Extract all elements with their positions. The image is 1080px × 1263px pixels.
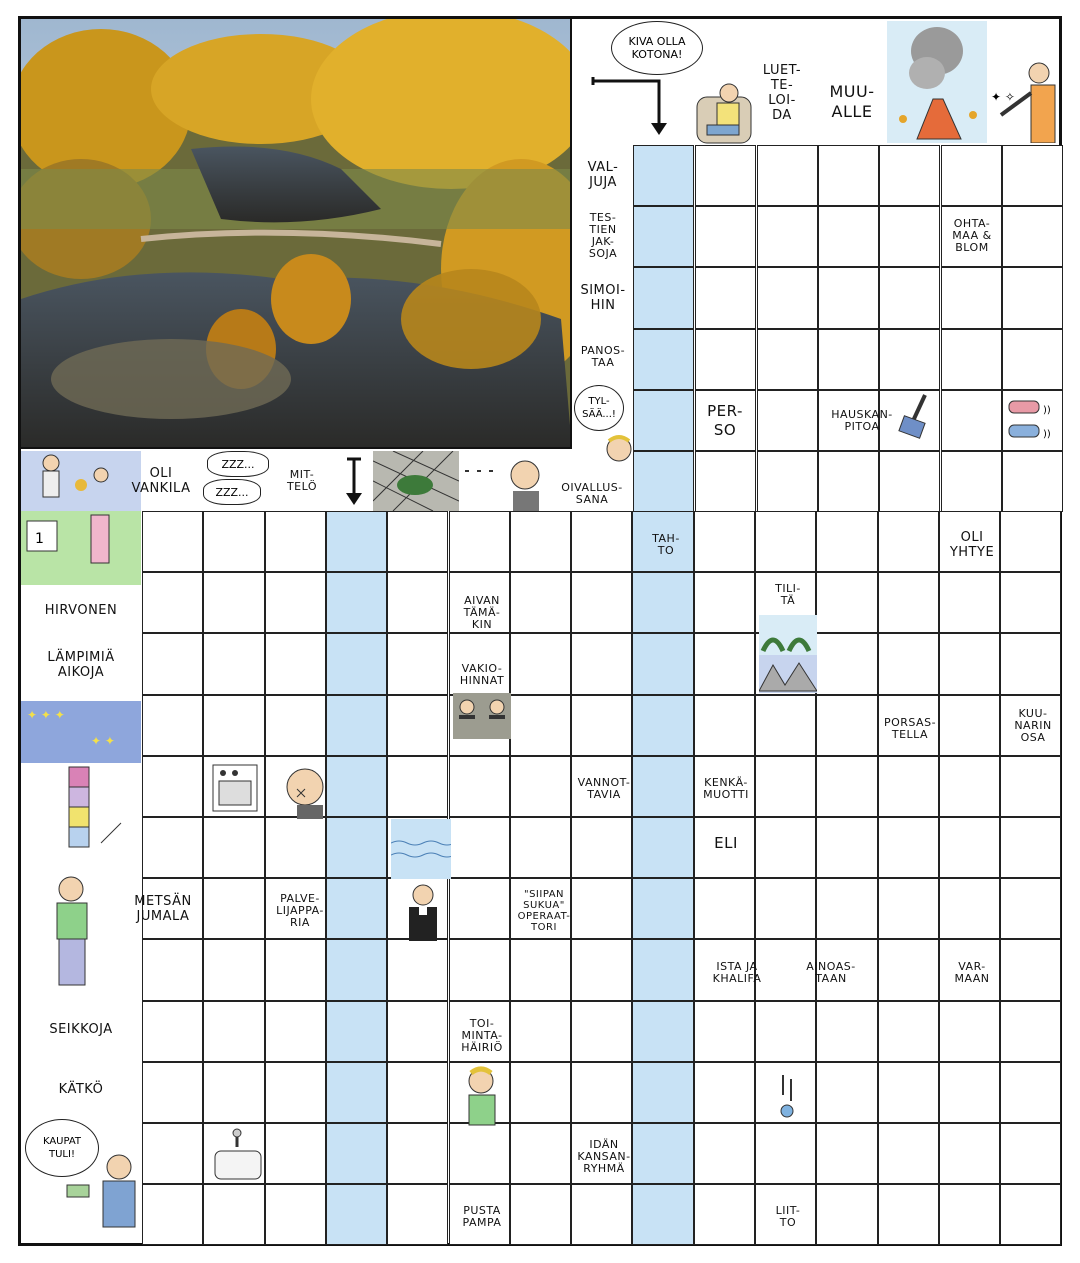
grid-cell[interactable] xyxy=(571,1062,632,1123)
clue-ainoastaan: AINOAS- TAAN xyxy=(806,960,856,985)
grid-cell[interactable] xyxy=(571,1001,632,1062)
grid-cell[interactable] xyxy=(510,695,571,756)
grid-cell[interactable] xyxy=(1000,633,1061,694)
grid-cell[interactable] xyxy=(265,572,326,633)
grid-cell[interactable] xyxy=(939,572,1000,633)
grid-cell[interactable] xyxy=(387,1001,448,1062)
grid-cell[interactable] xyxy=(387,1062,448,1123)
grid-cell[interactable] xyxy=(571,878,632,939)
grid-cell[interactable] xyxy=(203,633,264,694)
grid-cell[interactable] xyxy=(326,511,387,572)
grid-cell[interactable] xyxy=(203,939,264,1000)
grid-cell[interactable] xyxy=(387,633,448,694)
grid-cell[interactable] xyxy=(326,939,387,1000)
clue-idan-kansanryhma: IDÄN KANSAN- RYHMÄ xyxy=(577,1138,631,1175)
net-plant-icon xyxy=(373,451,459,511)
clue-oli-yhtye: OLI YHTYE xyxy=(949,530,995,560)
grid-cell[interactable] xyxy=(755,817,816,878)
grid-cell[interactable] xyxy=(1002,329,1063,390)
grid-cell[interactable] xyxy=(510,572,571,633)
grid-cell[interactable] xyxy=(1000,511,1061,572)
grid-cell[interactable] xyxy=(1000,817,1061,878)
grid-cell[interactable] xyxy=(694,572,755,633)
podium-winner-icon xyxy=(21,511,141,585)
grid-cell[interactable] xyxy=(449,817,510,878)
grid-cell[interactable] xyxy=(755,1001,816,1062)
grid-cell[interactable] xyxy=(1002,451,1063,512)
grid-cell[interactable] xyxy=(387,1123,448,1184)
grid-cell[interactable] xyxy=(142,695,203,756)
grid-cell[interactable] xyxy=(694,1062,755,1123)
grid-cell[interactable] xyxy=(632,1123,693,1184)
grid-cell[interactable] xyxy=(694,511,755,572)
grid-cell[interactable] xyxy=(755,695,816,756)
grid-cell[interactable] xyxy=(142,572,203,633)
grid-cell[interactable] xyxy=(695,206,756,267)
grid-cell[interactable] xyxy=(265,1123,326,1184)
grid-cell[interactable] xyxy=(571,572,632,633)
grid-cell[interactable] xyxy=(510,633,571,694)
grid-cell[interactable] xyxy=(265,939,326,1000)
grid-cell[interactable] xyxy=(632,695,693,756)
grid-cell[interactable] xyxy=(939,756,1000,817)
grid-cell[interactable] xyxy=(510,511,571,572)
grid-cell[interactable] xyxy=(326,572,387,633)
podium-number: 1 xyxy=(35,531,44,547)
grid-cell[interactable] xyxy=(203,572,264,633)
grid-cell[interactable] xyxy=(142,1123,203,1184)
grid-cell[interactable] xyxy=(633,329,694,390)
grid-cell[interactable] xyxy=(941,329,1002,390)
man-looking-icon xyxy=(461,451,551,511)
grid-cell[interactable] xyxy=(818,329,879,390)
grid-cell[interactable] xyxy=(142,817,203,878)
grid-cell[interactable] xyxy=(387,572,448,633)
grid-cell[interactable] xyxy=(265,1062,326,1123)
grid-cell[interactable] xyxy=(326,695,387,756)
grid-cell[interactable] xyxy=(941,451,1002,512)
grid-cell[interactable] xyxy=(816,756,877,817)
brush-icon xyxy=(895,393,935,443)
grid-cell[interactable] xyxy=(510,1123,571,1184)
grid-cell[interactable] xyxy=(816,817,877,878)
stacked-blocks-icon xyxy=(21,763,141,861)
svg-text:✦ ✦ ✦: ✦ ✦ ✦ xyxy=(27,708,65,722)
grid-cell[interactable] xyxy=(632,1062,693,1123)
clue-muualle: MUU- ALLE xyxy=(829,82,875,121)
grid-cell[interactable] xyxy=(571,939,632,1000)
crossword-board xyxy=(18,16,1062,1246)
grid-cell[interactable] xyxy=(878,1001,939,1062)
grid-cell[interactable] xyxy=(1000,1123,1061,1184)
grid-cell[interactable] xyxy=(449,756,510,817)
grid-cell[interactable] xyxy=(449,878,510,939)
man-with-money-icon xyxy=(61,1149,143,1249)
grid-cell[interactable] xyxy=(632,817,693,878)
clue-aivan-tamakin: AIVAN TÄMÄ- KIN xyxy=(463,594,501,631)
grid-cell[interactable] xyxy=(757,390,818,451)
clue-liitto: LIIT- TO xyxy=(775,1204,801,1229)
stove-icon xyxy=(207,759,269,819)
grid-cell[interactable] xyxy=(878,511,939,572)
grid-cell[interactable] xyxy=(142,633,203,694)
priest-icon xyxy=(391,881,453,941)
grid-cell[interactable] xyxy=(142,1062,203,1123)
grid-cell[interactable] xyxy=(941,145,1002,206)
grid-cell[interactable] xyxy=(510,756,571,817)
grid-cell[interactable] xyxy=(816,1184,877,1245)
mushroom-mountains-icon xyxy=(759,615,817,693)
grid-cell[interactable] xyxy=(633,145,694,206)
clue-oli-vankila: OLI VANKILA xyxy=(131,466,191,496)
grid-cell[interactable] xyxy=(265,511,326,572)
grid-cell[interactable] xyxy=(694,633,755,694)
grid-cell[interactable] xyxy=(265,1184,326,1245)
clue-kenkamuotti: KENKÄ- MUOTTI xyxy=(703,776,749,801)
sink-icon xyxy=(207,1127,269,1187)
grid-cell[interactable] xyxy=(632,939,693,1000)
grid-cell[interactable] xyxy=(818,145,879,206)
clue-oivallussana: OIVALLUS- SANA xyxy=(561,481,623,506)
grid-cell[interactable] xyxy=(695,267,756,328)
clue-hirvonen: HIRVONEN xyxy=(44,602,118,618)
grid-cell[interactable] xyxy=(632,633,693,694)
grid-cell[interactable] xyxy=(449,511,510,572)
grid-cell[interactable] xyxy=(816,572,877,633)
grid-cell[interactable] xyxy=(265,817,326,878)
arrow-down-icon xyxy=(587,71,667,141)
grid-cell[interactable] xyxy=(757,451,818,512)
clue-ista-ja-khalifa: ISTA JA KHALIFA xyxy=(712,960,762,985)
grid-cell[interactable] xyxy=(326,756,387,817)
clue-panostaa: PANOS- TAA xyxy=(580,344,626,369)
grid-cell[interactable] xyxy=(265,1001,326,1062)
clue-toimintahairio: TOI- MINTA- HÄIRIÖ xyxy=(461,1017,503,1054)
bored-face-icon xyxy=(599,427,633,477)
grid-cell[interactable] xyxy=(816,633,877,694)
grid-cell[interactable] xyxy=(142,756,203,817)
grid-cell[interactable] xyxy=(633,267,694,328)
speech-bubble-kotona: KIVA OLLA KOTONA! xyxy=(611,21,703,75)
grid-cell[interactable] xyxy=(632,1001,693,1062)
walking-man-icon xyxy=(21,863,121,1003)
clue-eli: ELI xyxy=(714,833,738,852)
grid-cell[interactable] xyxy=(694,1184,755,1245)
grid-cell[interactable] xyxy=(755,756,816,817)
grid-cell[interactable] xyxy=(633,390,694,451)
grid-cell[interactable] xyxy=(203,817,264,878)
grid-cell[interactable] xyxy=(571,511,632,572)
grid-cell[interactable] xyxy=(326,878,387,939)
grid-cell[interactable] xyxy=(816,878,877,939)
grid-cell[interactable] xyxy=(816,695,877,756)
grid-cell[interactable] xyxy=(1000,1184,1061,1245)
exclamation-icon xyxy=(759,1065,817,1127)
grid-cell[interactable] xyxy=(142,939,203,1000)
grid-cell[interactable] xyxy=(694,695,755,756)
grid-cell[interactable] xyxy=(510,1062,571,1123)
clue-valjuja: VAL- JUJA xyxy=(587,160,619,190)
grid-cell[interactable] xyxy=(326,817,387,878)
grid-cell[interactable] xyxy=(632,572,693,633)
svg-text:✦ ✦: ✦ ✦ xyxy=(91,734,115,748)
grid-cell[interactable] xyxy=(879,267,940,328)
grid-cell[interactable] xyxy=(203,511,264,572)
grid-cell[interactable] xyxy=(265,633,326,694)
clue-tahto: TAH- TO xyxy=(652,532,680,557)
grid-cell[interactable] xyxy=(571,1184,632,1245)
clue-metsan-jumala: METSÄN JUMALA xyxy=(134,894,192,924)
grid-cell[interactable] xyxy=(757,206,818,267)
grid-cell[interactable] xyxy=(510,1184,571,1245)
grid-cell[interactable] xyxy=(694,1123,755,1184)
grid-cell[interactable] xyxy=(633,206,694,267)
speech-bubble-kaupat: KAUPAT TULI! xyxy=(25,1119,99,1177)
clue-kuunarin-osa: KUU- NARIN OSA xyxy=(1014,707,1052,744)
grid-cell[interactable] xyxy=(878,1062,939,1123)
grid-cell[interactable] xyxy=(142,1001,203,1062)
grid-cell[interactable] xyxy=(818,206,879,267)
volcano-icon xyxy=(887,21,987,143)
grid-cell[interactable] xyxy=(387,1184,448,1245)
grid-cell[interactable] xyxy=(1000,939,1061,1000)
clue-lampimia-aikoja: LÄMPIMIÄ AIKOJA xyxy=(47,650,115,680)
svg-text:✦ ✧: ✦ ✧ xyxy=(991,90,1015,104)
clue-pustapampa: PUSTA PAMPA xyxy=(462,1204,502,1229)
svg-text:)): )) xyxy=(1043,429,1051,440)
sea-icon xyxy=(391,819,451,879)
man-sparkles-icon xyxy=(987,35,1061,143)
grid-cell[interactable] xyxy=(632,756,693,817)
grid-cell[interactable] xyxy=(571,695,632,756)
clue-mittelo: MIT- TELÖ xyxy=(286,468,318,493)
grid-cell[interactable] xyxy=(941,267,1002,328)
grid-cell[interactable] xyxy=(755,511,816,572)
grid-cell[interactable] xyxy=(878,817,939,878)
prisoners-icon xyxy=(453,693,511,739)
autumn-park-photo xyxy=(21,19,572,449)
clue-perso: PER- SO xyxy=(707,402,743,439)
grid-cell[interactable] xyxy=(387,939,448,1000)
grid-cell[interactable] xyxy=(632,1184,693,1245)
grid-cell[interactable] xyxy=(387,695,448,756)
clue-simoihin: SIMOI- HIN xyxy=(580,283,626,313)
grid-cell[interactable] xyxy=(632,878,693,939)
grid-cell[interactable] xyxy=(818,267,879,328)
grid-cell[interactable] xyxy=(939,1062,1000,1123)
clue-varmaan: VAR- MAAN xyxy=(954,960,990,985)
grid-cell[interactable] xyxy=(878,878,939,939)
svg-text:)): )) xyxy=(1043,405,1051,416)
grid-cell[interactable] xyxy=(633,451,694,512)
grid-cell[interactable] xyxy=(203,695,264,756)
grid-cell[interactable] xyxy=(757,267,818,328)
grid-cell[interactable] xyxy=(816,511,877,572)
grid-cell[interactable] xyxy=(326,1062,387,1123)
child-pointing-icon xyxy=(453,1065,511,1127)
grid-cell[interactable] xyxy=(878,1123,939,1184)
grid-cell[interactable] xyxy=(510,939,571,1000)
grid-cell[interactable] xyxy=(1000,1001,1061,1062)
clue-porsastella: PORSAS- TELLA xyxy=(883,716,937,741)
clue-katko: KÄTKÖ xyxy=(58,1081,104,1097)
grid-cell[interactable] xyxy=(939,633,1000,694)
grid-cell[interactable] xyxy=(939,1123,1000,1184)
grid-cell[interactable] xyxy=(203,878,264,939)
grid-cell[interactable] xyxy=(878,756,939,817)
grid-cell[interactable] xyxy=(694,1001,755,1062)
grid-cell[interactable] xyxy=(879,329,940,390)
grid-cell[interactable] xyxy=(1002,267,1063,328)
arrow-vertical-icon xyxy=(339,455,369,507)
grid-cell[interactable] xyxy=(878,1184,939,1245)
grid-cell[interactable] xyxy=(1000,756,1061,817)
grid-cell[interactable] xyxy=(879,145,940,206)
grid-cell[interactable] xyxy=(694,878,755,939)
grid-cell[interactable] xyxy=(695,329,756,390)
grid-cell[interactable] xyxy=(939,878,1000,939)
grid-cell[interactable] xyxy=(878,572,939,633)
grid-cell[interactable] xyxy=(757,329,818,390)
grid-cell[interactable] xyxy=(265,695,326,756)
grid-cell[interactable] xyxy=(816,1123,877,1184)
grid-cell[interactable] xyxy=(203,1062,264,1123)
grid-cell[interactable] xyxy=(941,390,1002,451)
stars-icon xyxy=(21,701,141,763)
grid-cell[interactable] xyxy=(695,145,756,206)
grid-cell[interactable] xyxy=(510,817,571,878)
grid-cell[interactable] xyxy=(387,756,448,817)
speech-bubble-tylsaa: TYL- SÄÄ...! xyxy=(574,385,624,431)
grid-cell[interactable] xyxy=(326,1184,387,1245)
grid-cell[interactable] xyxy=(1000,878,1061,939)
clue-seikkoja: SEIKKOJA xyxy=(49,1021,113,1037)
grid-cell[interactable] xyxy=(1002,145,1063,206)
clue-tiliita: TILI- TÄ xyxy=(775,582,801,607)
grid-cell[interactable] xyxy=(142,511,203,572)
grid-cell[interactable] xyxy=(879,451,940,512)
clue-vakiohinnat: VAKIO- HINNAT xyxy=(459,662,505,687)
grid-cell[interactable] xyxy=(755,878,816,939)
grid-cell[interactable] xyxy=(203,1001,264,1062)
grid-cell[interactable] xyxy=(203,1184,264,1245)
grid-cell[interactable] xyxy=(816,1062,877,1123)
grid-cell[interactable] xyxy=(695,451,756,512)
grid-cell[interactable] xyxy=(449,1123,510,1184)
clue-vannottavia: VANNOT- TAVIA xyxy=(577,776,631,801)
grid-cell[interactable] xyxy=(939,817,1000,878)
grid-cell[interactable] xyxy=(510,1001,571,1062)
autumn-park-image xyxy=(21,19,572,449)
bruised-face-icon xyxy=(271,759,333,819)
grid-cell[interactable] xyxy=(571,817,632,878)
clue-testien-jaksoja: TES- TIEN JAK- SOJA xyxy=(588,211,618,260)
grid-cell[interactable] xyxy=(326,633,387,694)
clue-hauskanpitoa: HAUSKAN- PITOA xyxy=(831,408,893,433)
grid-cell[interactable] xyxy=(939,1001,1000,1062)
grid-cell[interactable] xyxy=(879,206,940,267)
grid-cell[interactable] xyxy=(1002,206,1063,267)
grid-cell[interactable] xyxy=(326,1001,387,1062)
grid-cell[interactable] xyxy=(818,451,879,512)
grid-cell[interactable] xyxy=(939,1184,1000,1245)
grid-cell[interactable] xyxy=(755,1123,816,1184)
clue-luetteloida: LUET- TE- LOI- DA xyxy=(762,63,802,123)
grid-cell[interactable] xyxy=(757,145,818,206)
clue-siipan-sukua: "SIIPAN SUKUA" OPERAAT- TORI xyxy=(517,889,571,933)
clue-palvelijapparia: PALVE- LIJAPPA- RIA xyxy=(276,892,324,929)
clue-ohtamaa-blom: OHTA- MAA & BLOM xyxy=(952,217,992,254)
grid-cell[interactable] xyxy=(1000,1062,1061,1123)
grid-cell[interactable] xyxy=(816,1001,877,1062)
man-in-armchair-icon xyxy=(693,67,755,145)
grid-cell[interactable] xyxy=(1000,572,1061,633)
grid-cell[interactable] xyxy=(326,1123,387,1184)
grid-cell[interactable] xyxy=(939,695,1000,756)
sleep-bubble-2: ZZZ... xyxy=(203,479,261,505)
grid-cell[interactable] xyxy=(142,1184,203,1245)
sleep-bubble-1: ZZZ... xyxy=(207,451,269,477)
grid-cell[interactable] xyxy=(878,633,939,694)
grid-cell[interactable] xyxy=(878,939,939,1000)
grid-cell[interactable] xyxy=(387,511,448,572)
grid-cell[interactable] xyxy=(449,939,510,1000)
cars-icon xyxy=(1003,391,1063,451)
grid-cell[interactable] xyxy=(571,633,632,694)
